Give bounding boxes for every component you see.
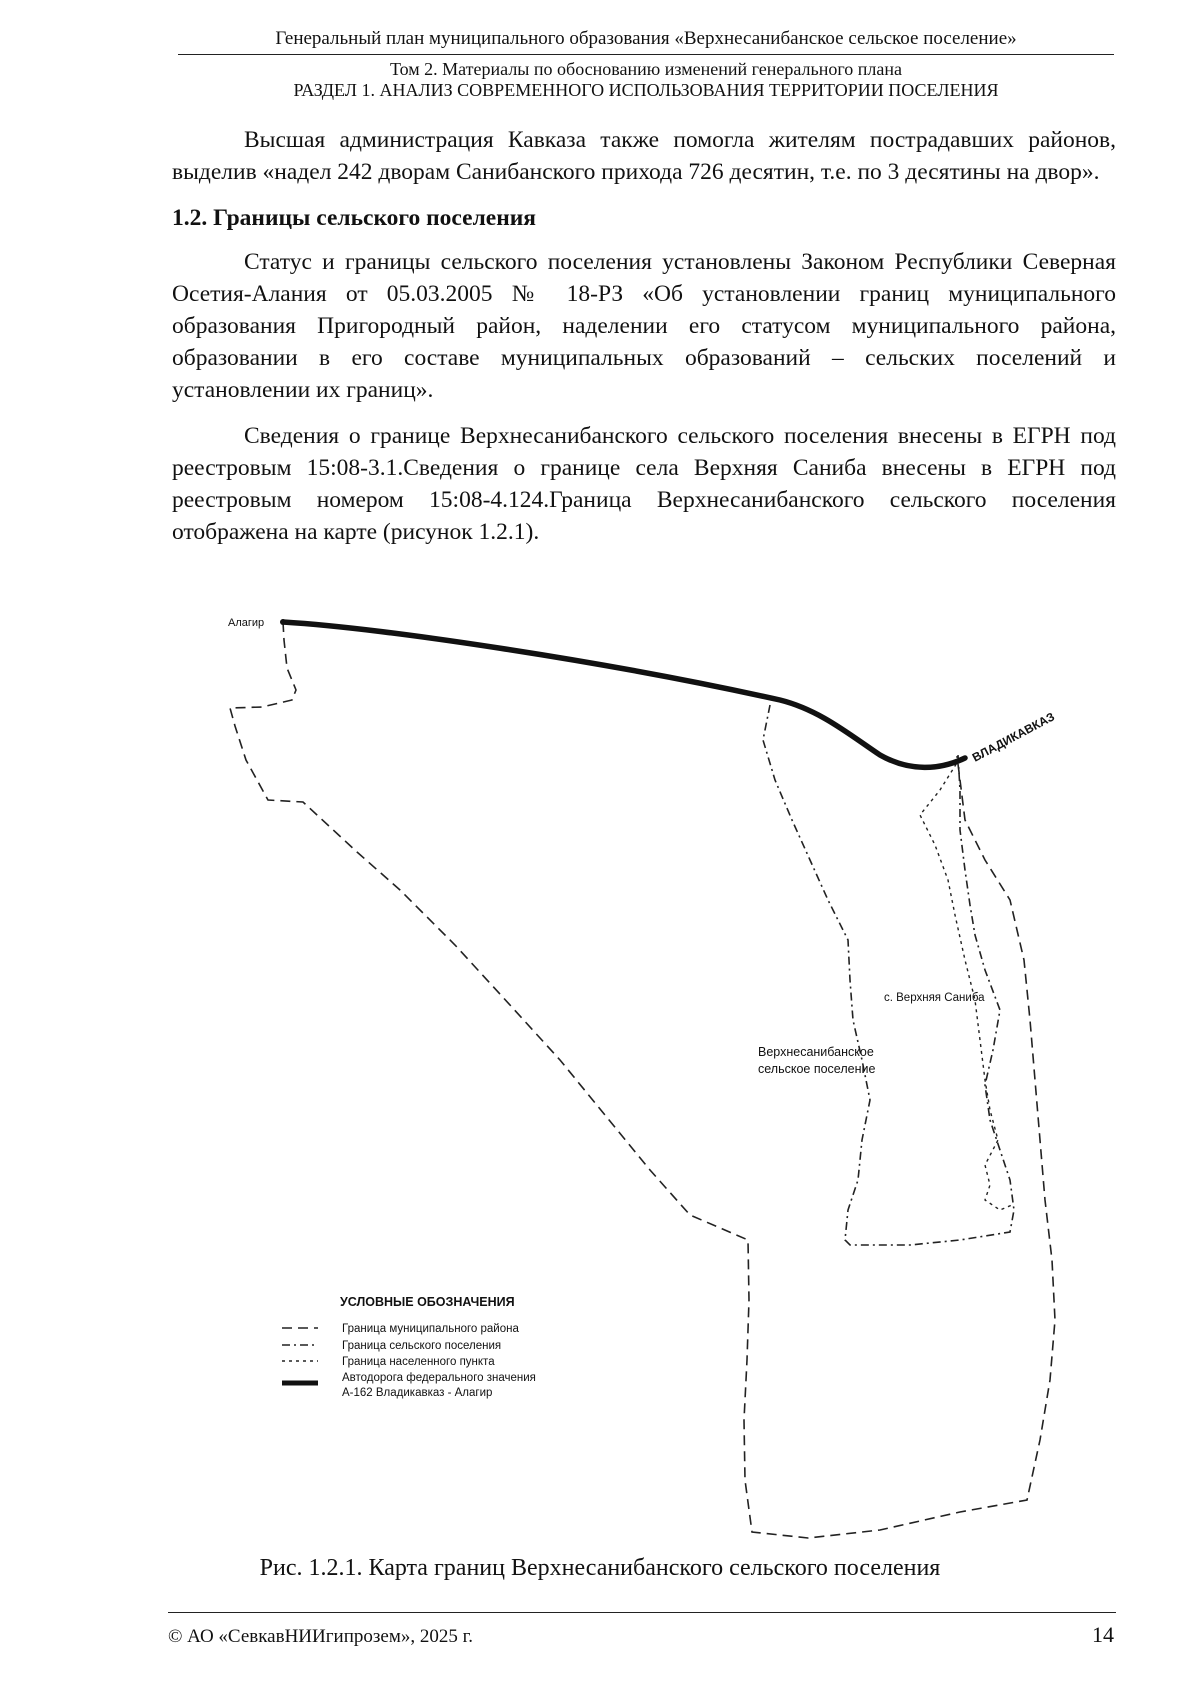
boundary-map — [0, 600, 1200, 1540]
legend-item-highway-line2: А-162 Владикавказ - Алагир — [342, 1387, 493, 1399]
page-number: 14 — [1092, 1622, 1114, 1647]
document-header-title: Генеральный план муниципального образования «Верхнесанибанское сельское поселение» — [275, 28, 1017, 49]
boundary-map-svg — [0, 600, 1200, 1540]
label-vladikavkaz: ВЛАДИКАВКАЗ — [969, 709, 1057, 765]
footer-divider — [168, 1612, 1116, 1613]
figure-caption: Рис. 1.2.1. Карта границ Верхнесанибанского сельского поселения — [259, 1555, 941, 1581]
label-settlement-line1: Верхнесанибанское — [758, 1045, 874, 1059]
municipal-district-boundary — [230, 622, 1055, 1538]
label-settlement-line2: сельское поселение — [758, 1062, 876, 1076]
document-header-section: РАЗДЕЛ 1. АНАЛИЗ СОВРЕМЕННОГО ИСПОЛЬЗОВАНИЯ ТЕРРИТОРИИ ПОСЕЛЕНИЯ — [293, 80, 999, 100]
header-divider — [178, 54, 1114, 55]
paragraph-3: Сведения о границе Верхнесанибанского сельского поселения внесены в ЕГРН под реестровым 15:08-3.1.Сведения о границе села Верхняя Саниба внесены в ЕГРН под реестровым номером 15:08-4.124.Граница Верхнесанибанского сельского поселения отображена на карте (рисунок 1.2.1). — [172, 423, 1116, 545]
label-village: с. Верхняя Саниба — [884, 992, 985, 1004]
legend-item-highway-line1: Автодорога федерального значения — [342, 1372, 536, 1384]
legend-item-settlement: Граница сельского поселения — [342, 1340, 502, 1352]
legend-item-locality: Граница населенного пункта — [342, 1356, 495, 1368]
legend-title: УСЛОВНЫЕ ОБОЗНАЧЕНИЯ — [340, 1295, 515, 1309]
section-heading: 1.2. Границы сельского поселения — [172, 205, 536, 231]
document-body — [172, 124, 1116, 562]
alagir-point — [280, 619, 286, 625]
settlement-boundary — [920, 758, 1012, 1210]
footer-copyright: © АО «СевкавНИИгипрозем», 2025 г. — [168, 1626, 473, 1647]
highway-a162 — [283, 622, 965, 767]
paragraph-1: Высшая администрация Кавказа также помогла жителям пострадавших районов, выделив «надел 242 дворам Санибанского прихода 726 десятин, т.е. по 3 десятины на двор». — [172, 127, 1116, 185]
document-header-volume: Том 2. Материалы по обоснованию изменений генерального плана — [389, 59, 903, 79]
rural-settlement-boundary — [763, 705, 1014, 1245]
paragraph-2: Статус и границы сельского поселения установлены Законом Республики Северная Осетия-Алания от 05.03.2005 № 18-РЗ «Об установлении границ муниципального образования Пригородный район, наделении его статусом муниципального района, образовании в его составе муниципальных образований – сельских поселений и установлении их границ». — [172, 249, 1116, 403]
map-legend — [282, 1295, 536, 1399]
label-alagir: Алагир — [228, 617, 265, 629]
legend-item-district: Граница муниципального района — [342, 1323, 519, 1335]
